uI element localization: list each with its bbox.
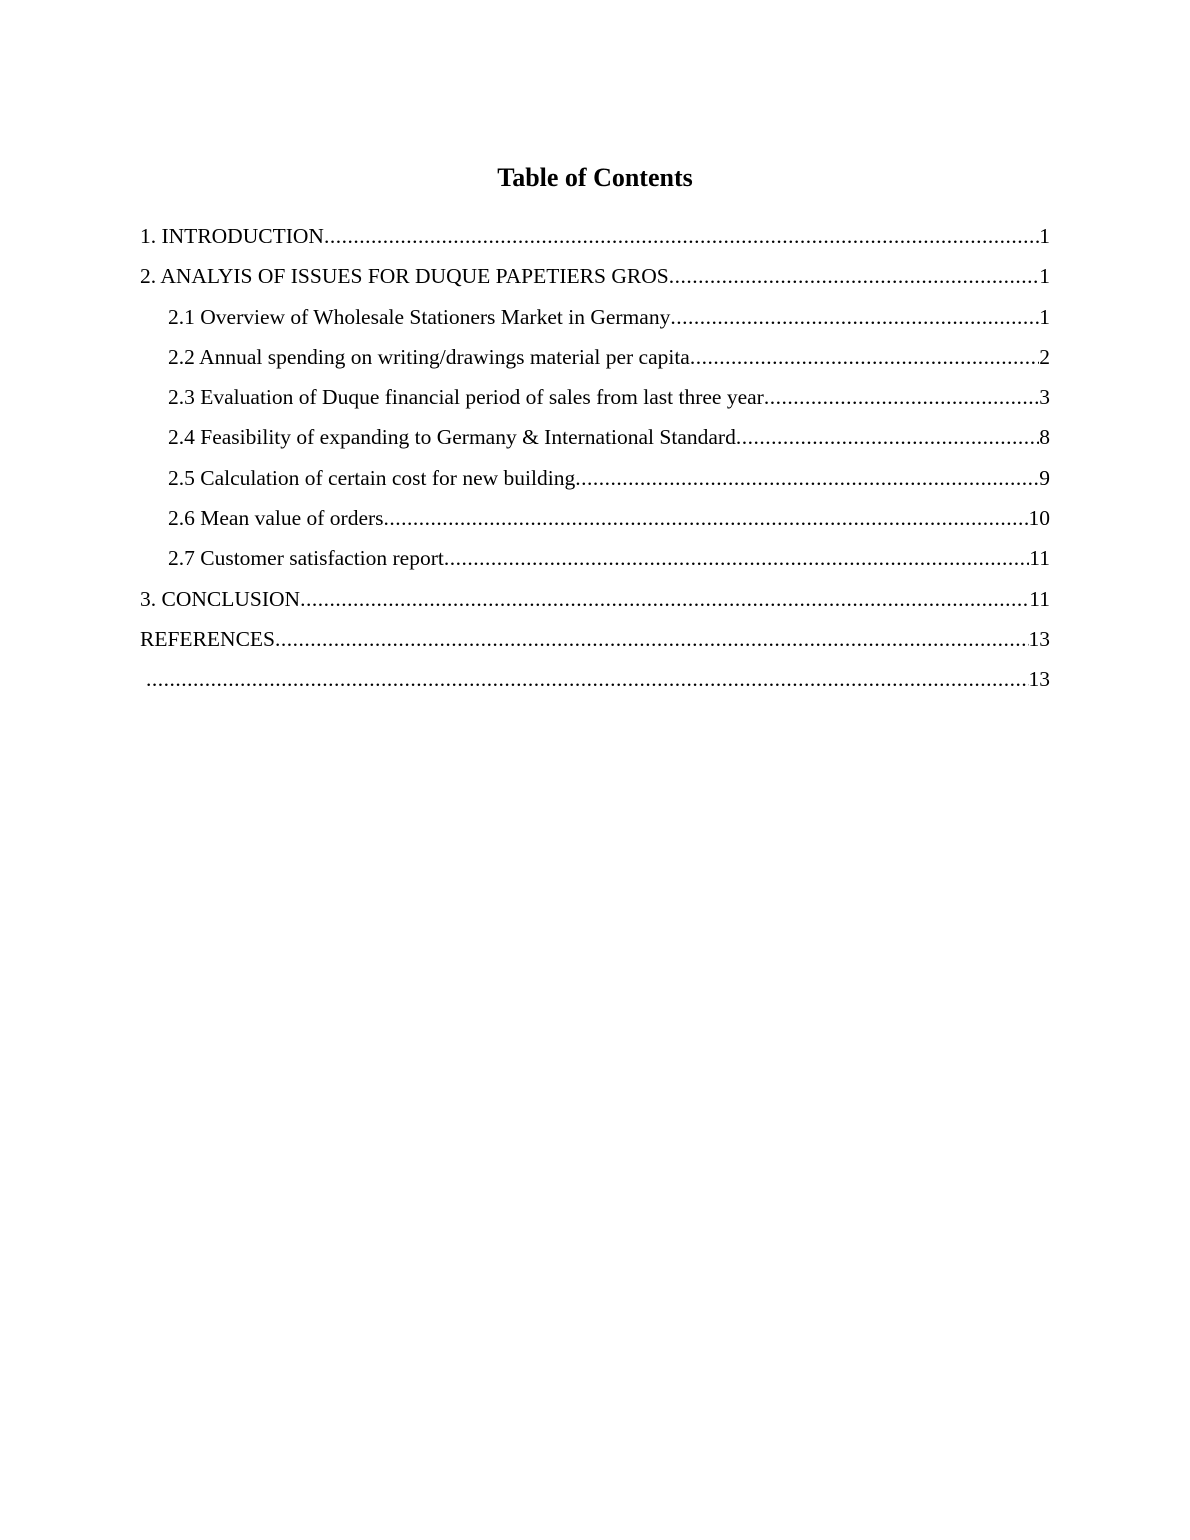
toc-dot-leader — [690, 339, 1039, 375]
toc-entry-conclusion[interactable] — [140, 581, 1050, 621]
toc-page-number: 11 — [1029, 546, 1050, 571]
toc-entry-label: 2.3 Evaluation of Duque financial period of sales from last three year — [168, 385, 764, 410]
toc-dot-leader — [736, 419, 1039, 455]
toc-page-number: 11 — [1029, 586, 1050, 611]
toc-entry-label: 1. INTRODUCTION — [140, 224, 324, 248]
toc-page-number: 13 — [1028, 626, 1050, 651]
toc-page-number: 3 — [1039, 385, 1050, 410]
toc-page-number: 13 — [1028, 667, 1050, 692]
toc-entry-label: 3. CONCLUSION — [140, 586, 301, 611]
toc-entry-2-7[interactable] — [140, 540, 1050, 580]
toc-entry-analysis[interactable] — [140, 258, 1050, 298]
toc-entry-2-1[interactable] — [140, 299, 1050, 339]
toc-page-number: 1 — [1039, 264, 1050, 289]
toc-entry-label: REFERENCES — [140, 626, 275, 651]
toc-dot-leader — [384, 500, 1029, 536]
toc-entry-label: 2.5 Calculation of certain cost for new building — [168, 465, 576, 490]
toc-entry-2-6[interactable] — [140, 500, 1050, 540]
toc-dot-leader — [575, 460, 1039, 496]
toc-page-number: 1 — [1039, 304, 1050, 329]
toc-dot-leader — [324, 218, 1039, 254]
toc-page-number: 9 — [1039, 465, 1050, 490]
toc-entry-2-3[interactable] — [140, 379, 1050, 419]
toc-page-number: 2 — [1039, 344, 1050, 369]
toc-entry-2-5[interactable] — [140, 460, 1050, 500]
toc-entry-2-4[interactable] — [140, 419, 1050, 459]
toc-entry-references[interactable] — [140, 621, 1050, 661]
toc-entry-label: 2.2 Annual spending on writing/drawings material per capita — [168, 344, 690, 369]
toc-page-number: 10 — [1028, 506, 1050, 531]
toc-page-number: 8 — [1039, 425, 1050, 450]
toc-dot-leader — [669, 258, 1040, 294]
toc-entry-label: 2.1 Overview of Wholesale Stationers Market in Germany — [168, 304, 671, 329]
toc-entry-introduction[interactable] — [140, 218, 1050, 258]
toc-entry-label: 2.7 Customer satisfaction report — [168, 546, 444, 571]
toc-entry-label: 2.6 Mean value of orders — [168, 506, 384, 531]
toc-page-number: 1 — [1039, 224, 1050, 248]
toc-dot-leader — [275, 621, 1029, 657]
toc-dot-leader — [300, 581, 1029, 617]
toc-title: Table of Contents — [497, 163, 693, 192]
toc-dot-leader — [444, 540, 1029, 576]
toc-entry-label: 2. ANALYIS OF ISSUES FOR DUQUE PAPETIERS GROS — [140, 264, 669, 289]
toc-dot-leader — [670, 299, 1039, 335]
toc-entry-2-2[interactable] — [140, 339, 1050, 379]
toc-entry-label: 2.4 Feasibility of expanding to Germany & International Standard — [168, 425, 736, 450]
toc-entry-untitled[interactable] — [140, 661, 1050, 701]
toc-dot-leader — [146, 661, 1029, 697]
toc-dot-leader — [764, 379, 1039, 415]
toc-list — [140, 218, 1050, 702]
